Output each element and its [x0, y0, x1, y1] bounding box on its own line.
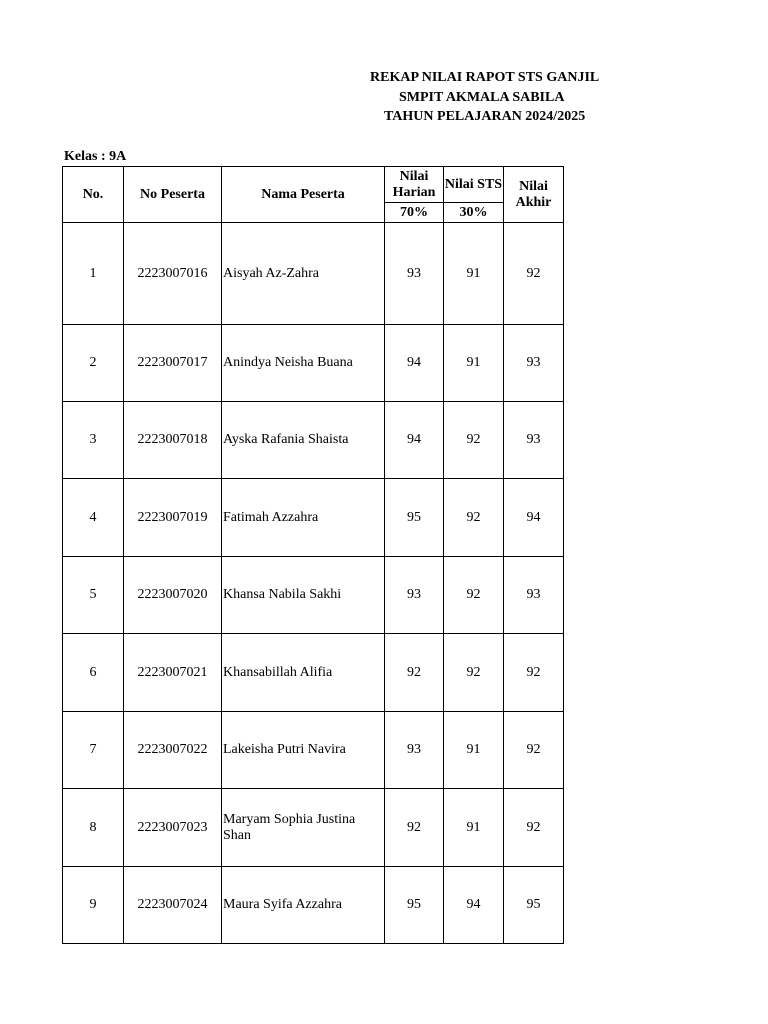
cell-nilai-harian: 95 [385, 479, 444, 557]
cell-no-peserta: 2223007020 [124, 557, 222, 634]
cell-no: 1 [63, 223, 124, 325]
cell-nilai-sts: 92 [444, 479, 504, 557]
column-header-no-peserta: No Peserta [124, 167, 222, 223]
table-row [63, 557, 564, 634]
cell-nilai-harian: 94 [385, 325, 444, 402]
cell-nama-peserta: Aisyah Az-Zahra [222, 223, 385, 325]
table-row [63, 789, 564, 867]
cell-no-peserta: 2223007022 [124, 712, 222, 789]
report-title [0, 60, 600, 130]
cell-no-peserta: 2223007016 [124, 223, 222, 325]
title-line-3: TAHUN PELAJARAN 2024/2025 [384, 109, 586, 124]
column-header-nilai-akhir: Nilai Akhir [504, 167, 564, 223]
cell-no: 7 [63, 712, 124, 789]
cell-nilai-sts: 91 [444, 789, 504, 867]
grades-table [62, 166, 564, 944]
cell-no-peserta: 2223007019 [124, 479, 222, 557]
cell-nilai-akhir: 92 [504, 789, 564, 867]
cell-no-peserta: 2223007021 [124, 634, 222, 712]
cell-no: 3 [63, 402, 124, 479]
cell-nilai-harian: 93 [385, 712, 444, 789]
cell-nilai-harian: 92 [385, 789, 444, 867]
cell-nilai-akhir: 93 [504, 325, 564, 402]
cell-nilai-harian: 93 [385, 223, 444, 325]
column-header-nama-peserta: Nama Peserta [222, 167, 385, 223]
table-row [63, 325, 564, 402]
cell-nilai-akhir: 92 [504, 223, 564, 325]
cell-nama-peserta: Maura Syifa Azzahra [222, 867, 385, 944]
cell-no-peserta: 2223007017 [124, 325, 222, 402]
cell-no: 2 [63, 325, 124, 402]
table-row [63, 223, 564, 325]
table-row [63, 634, 564, 712]
title-line-1: REKAP NILAI RAPOT STS GANJIL [370, 70, 600, 85]
cell-nama-peserta: Anindya Neisha Buana [222, 325, 385, 402]
cell-no: 4 [63, 479, 124, 557]
cell-nilai-sts: 92 [444, 402, 504, 479]
cell-nilai-harian: 95 [385, 867, 444, 944]
cell-no: 8 [63, 789, 124, 867]
class-label: Kelas : 9A [64, 149, 127, 164]
cell-nama-peserta: Khansa Nabila Sakhi [222, 557, 385, 634]
cell-nilai-sts: 91 [444, 223, 504, 325]
cell-no-peserta: 2223007024 [124, 867, 222, 944]
cell-no: 6 [63, 634, 124, 712]
title-line-2: SMPIT AKMALA SABILA [399, 90, 565, 105]
cell-no-peserta: 2223007023 [124, 789, 222, 867]
cell-nilai-sts: 92 [444, 557, 504, 634]
cell-nama-peserta: Fatimah Azzahra [222, 479, 385, 557]
column-header-nilai-harian: Nilai Harian [385, 167, 444, 203]
cell-nilai-sts: 92 [444, 634, 504, 712]
cell-nilai-akhir: 92 [504, 712, 564, 789]
cell-nilai-akhir: 93 [504, 557, 564, 634]
table-row [63, 402, 564, 479]
table-row [63, 867, 564, 944]
table-row [63, 712, 564, 789]
cell-nilai-harian: 94 [385, 402, 444, 479]
column-header-nilai-sts: Nilai STS [444, 167, 504, 203]
cell-nilai-harian: 93 [385, 557, 444, 634]
cell-nilai-akhir: 93 [504, 402, 564, 479]
cell-nilai-akhir: 94 [504, 479, 564, 557]
column-header-no: No. [63, 167, 124, 223]
cell-nilai-sts: 94 [444, 867, 504, 944]
cell-nilai-akhir: 95 [504, 867, 564, 944]
cell-nilai-sts: 91 [444, 325, 504, 402]
cell-nama-peserta: Lakeisha Putri Navira [222, 712, 385, 789]
cell-nama-peserta: Ayska Rafania Shaista [222, 402, 385, 479]
cell-nama-peserta: Maryam Sophia Justina Shan [222, 789, 385, 867]
weight-sts: 30% [444, 203, 504, 223]
cell-nilai-sts: 91 [444, 712, 504, 789]
cell-nilai-harian: 92 [385, 634, 444, 712]
weight-harian: 70% [385, 203, 444, 223]
table-row [63, 479, 564, 557]
cell-no: 5 [63, 557, 124, 634]
cell-no: 9 [63, 867, 124, 944]
cell-no-peserta: 2223007018 [124, 402, 222, 479]
cell-nama-peserta: Khansabillah Alifia [222, 634, 385, 712]
cell-nilai-akhir: 92 [504, 634, 564, 712]
